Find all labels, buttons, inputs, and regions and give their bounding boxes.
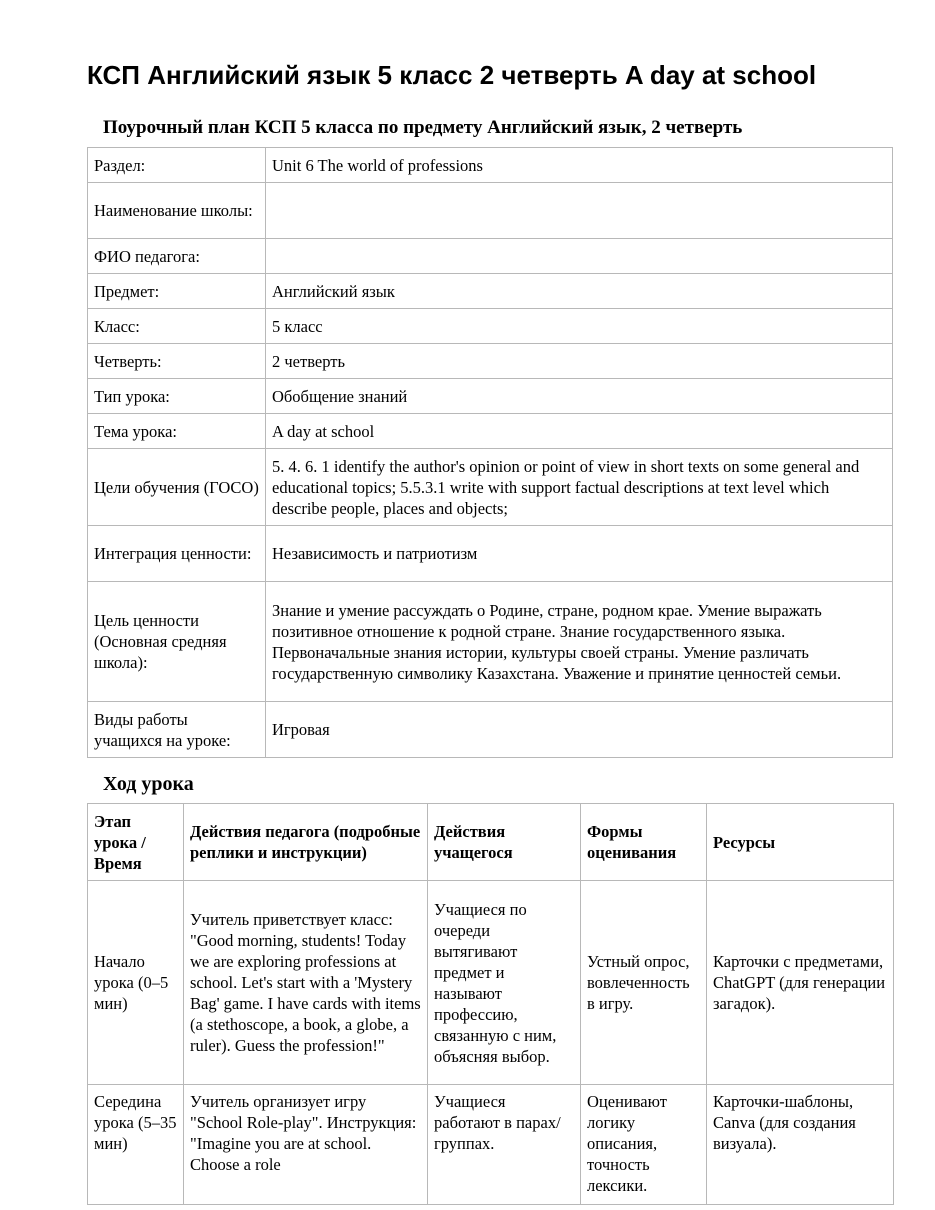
lesson-plan-subtitle: Поурочный план КСП 5 класса по предмету Английский язык, 2 четверть <box>103 117 743 138</box>
student-actions-cell: Учащиеся по очереди вытягивают предмет и называют профессию, связанную с ним, объясняя выбор. <box>428 881 581 1085</box>
info-value: Знание и умение рассуждать о Родине, стране, родном крае. Умение выражать позитивное отношение к родной стране. Знание государственного языка. Первоначальные знания истории, культуры своей страны. Умение различать государственную символику Казахстана. Уважение и принятие ценностей семьи. <box>266 582 893 702</box>
column-header-assessment: Формы оценивания <box>581 804 707 881</box>
table-row <box>88 1085 894 1205</box>
info-value: A day at school <box>266 414 893 449</box>
info-value: Английский язык <box>266 274 893 309</box>
info-label: Четверть: <box>88 344 266 379</box>
table-row <box>88 881 894 1085</box>
column-header-resources: Ресурсы <box>707 804 894 881</box>
info-label: ФИО педагога: <box>88 239 266 274</box>
page-title: КСП Английский язык 5 класс 2 четверть A day at school <box>87 60 817 90</box>
column-header-student-actions: Действия учащегося <box>428 804 581 881</box>
info-label: Предмет: <box>88 274 266 309</box>
info-label: Интеграция ценности: <box>88 526 266 582</box>
info-label: Наименование школы: <box>88 183 266 239</box>
info-value: Обобщение знаний <box>266 379 893 414</box>
info-value: 5. 4. 6. 1 identify the author's opinion or point of view in short texts on some general and educational topics; 5.5.3.1 write with support factual descriptions at text level which describe people, places and objects; <box>266 449 893 526</box>
resources-cell: Карточки-шаблоны, Canva (для создания визуала). <box>707 1085 894 1205</box>
info-label: Тип урока: <box>88 379 266 414</box>
info-value: 5 класс <box>266 309 893 344</box>
info-label: Виды работы учащихся на уроке: <box>88 702 266 758</box>
info-label: Тема урока: <box>88 414 266 449</box>
teacher-actions-cell: Учитель организует игру "School Role-play". Инструкция: "Imagine you are at school. Choose a role <box>184 1085 428 1205</box>
info-value: Независимость и патриотизм <box>266 526 893 582</box>
info-value: Unit 6 The world of professions <box>266 148 893 183</box>
lesson-flow-table <box>87 803 894 1205</box>
stage-cell: Середина урока (5–35 мин) <box>88 1085 184 1205</box>
column-header-stage: Этап урока / Время <box>88 804 184 881</box>
table-header-row <box>88 804 894 881</box>
lesson-flow-heading: Ход урока <box>103 773 194 795</box>
info-label: Класс: <box>88 309 266 344</box>
stage-cell: Начало урока (0–5 мин) <box>88 881 184 1085</box>
info-value: Игровая <box>266 702 893 758</box>
info-label: Цель ценности (Основная средняя школа): <box>88 582 266 702</box>
resources-cell: Карточки с предметами, ChatGPT (для генерации загадок). <box>707 881 894 1085</box>
column-header-teacher-actions: Действия педагога (подробные реплики и инструкции) <box>184 804 428 881</box>
info-label: Цели обучения (ГОСО) <box>88 449 266 526</box>
info-value: 2 четверть <box>266 344 893 379</box>
info-label: Раздел: <box>88 148 266 183</box>
student-actions-cell: Учащиеся работают в парах/группах. <box>428 1085 581 1205</box>
teacher-actions-cell: Учитель приветствует класс: "Good morning, students! Today we are exploring professions at school. Let's start with a 'Mystery Bag' game. I have cards with items (a stethoscope, a book, a globe, a ruler). Guess the profession!" <box>184 881 428 1085</box>
assessment-cell: Оценивают логику описания, точность лексики. <box>581 1085 707 1205</box>
assessment-cell: Устный опрос, вовлеченность в игру. <box>581 881 707 1085</box>
